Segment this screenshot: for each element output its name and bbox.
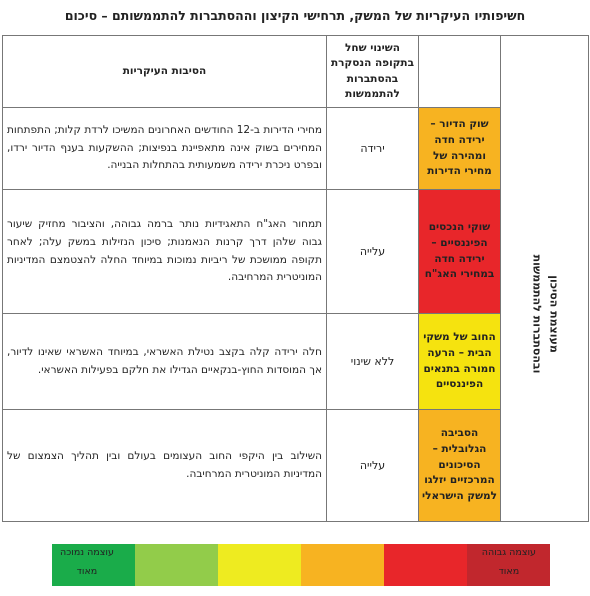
sector-cell: שוקי הנכסים הפיננסיים – ירידה חדה במחירי האג"ח — [419, 190, 501, 314]
change-cell: עלייה — [327, 410, 419, 522]
side-label-cell — [501, 108, 589, 522]
side-header-cell — [501, 36, 589, 108]
sector-cell: שוק הדיור – ירידה חדה ומהירה של מחירי הדירות — [419, 108, 501, 190]
legend-segment — [52, 544, 135, 586]
change-cell: ירידה — [327, 108, 419, 190]
change-cell: ללא שינוי — [327, 314, 419, 410]
legend-segment — [467, 544, 550, 586]
legend-segment — [135, 544, 218, 586]
side-label: מעוצמת הסיכון ובהסתברות להתממשות — [530, 254, 560, 374]
reasons-cell: תמחור האג"ח התאגידיות נותר ברמה גבוהה, והציבור מחזיק שיעור גבוה שלהן דרך קרנות הנאמנות; סיכון הנזילות במשק עלה; לאחר תקופה ממושכת של ריביות נמוכות במיוחד החלה להצטמצם המדיניות המוניטרית המרחיבה. — [3, 190, 327, 314]
legend-segment — [384, 544, 467, 586]
sector-cell: הסביבה הגלובלית – הסיכונים המרכזיים יזלגו למשק הישראלי — [419, 410, 501, 522]
legend-segment — [218, 544, 301, 586]
summary-table — [2, 35, 589, 522]
table-row — [3, 108, 589, 190]
legend-high-label: עוצמה גבוהה מאוד — [481, 547, 536, 577]
reasons-cell: השילוב בין היקפי החוב העצומים בעולם ובין תהליך הצמצום של המדיניות המוניטרית המרחיבה. — [3, 410, 327, 522]
sector-cell: החוב של משקי הבית – הרעה חמורה בתנאים הפיננסיים — [419, 314, 501, 410]
header-row — [3, 36, 589, 108]
legend-low-label: עוצמה נמוכה מאוד — [60, 547, 114, 577]
legend-segment — [301, 544, 384, 586]
sector-header-cell — [419, 36, 501, 108]
change-header: השינוי שחל בתקופה הנסקרת בהסתברות להתממשות — [327, 36, 419, 108]
reasons-header: הסיבות העיקריות — [3, 36, 327, 108]
page-title: חשיפותיו העיקריות של המשק, תרחישי הקיצון וההסתברות להתממשותם – סיכום — [64, 8, 526, 23]
reasons-cell: מחירי הדירות ב-12 החודשים האחרונים המשיכו לרדת קלות; התפתחות המחירים בשוק אינה מתאפיינת בנפיצות; ההשקעות בענף הדיור ירדו, ובפרט ניכרת ירידה משמעותית בהתחלות הבנייה. — [3, 108, 327, 190]
reasons-cell: חלה ירידה קלה בקצב נטילת האשראי, במיוחד האשראי שאינו לדיור, אך המוסדות החוץ-בנקאיים הגדילו את חלקם בפעילות האשראי. — [3, 314, 327, 410]
change-cell: עלייה — [327, 190, 419, 314]
intensity-legend — [52, 544, 550, 586]
